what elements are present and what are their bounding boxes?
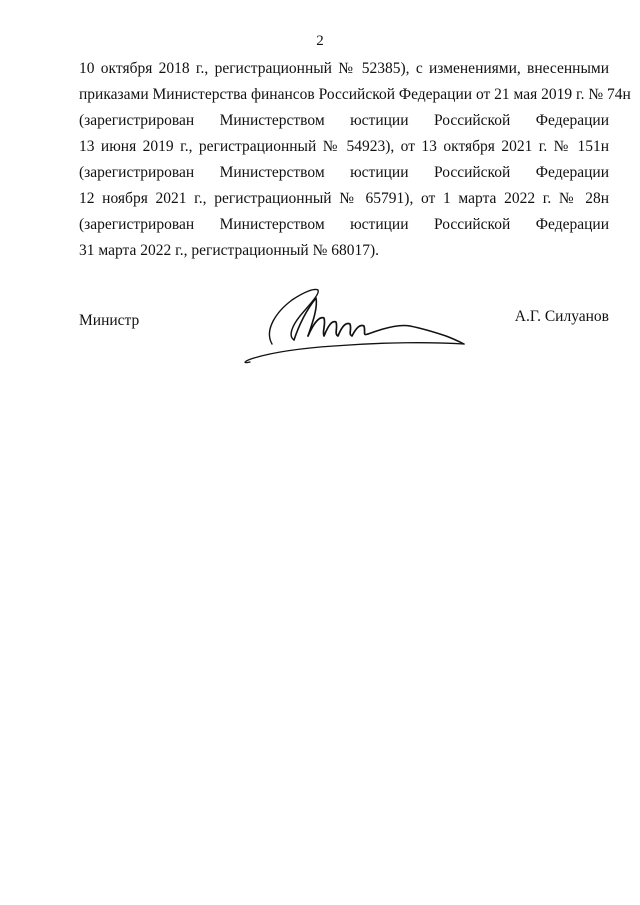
page-number: 2 bbox=[316, 33, 324, 49]
text-line: 12 ноября 2021 г., регистрационный № 65791), от 1 марта 2022 г. № 28н bbox=[79, 190, 609, 207]
text-line: 31 марта 2022 г., регистрационный № 68017). bbox=[79, 242, 380, 259]
handwritten-signature bbox=[234, 282, 474, 372]
text-line: 10 октября 2018 г., регистрационный № 52385), с изменениями, внесенными bbox=[79, 60, 609, 77]
signer-title: Министр bbox=[79, 312, 140, 329]
text-line: (зарегистрирован Министерством юстиции Российской Федерации bbox=[79, 216, 609, 233]
signature-block bbox=[79, 300, 609, 380]
signer-name: А.Г. Силуанов bbox=[514, 308, 609, 325]
text-line: приказами Министерства финансов Российской Федерации от 21 мая 2019 г. № 74н bbox=[79, 86, 631, 103]
text-line: (зарегистрирован Министерством юстиции Российской Федерации bbox=[79, 164, 609, 181]
text-line: (зарегистрирован Министерством юстиции Российской Федерации bbox=[79, 112, 609, 129]
paragraph-text bbox=[79, 56, 631, 264]
text-line: 13 июня 2019 г., регистрационный № 54923), от 13 октября 2021 г. № 151н bbox=[79, 138, 609, 155]
